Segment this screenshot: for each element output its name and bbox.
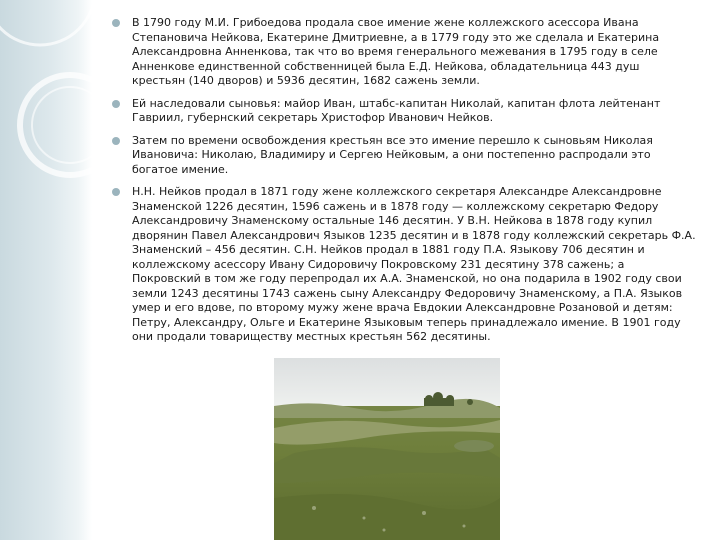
decorative-side-band — [0, 0, 92, 540]
arc-inner — [32, 87, 92, 163]
bullet-item-3 — [106, 134, 696, 178]
bullet-item-1 — [106, 16, 696, 89]
shrub — [454, 440, 494, 452]
decorative-circles — [0, 0, 92, 540]
arc-top — [0, 0, 92, 45]
paragraph-text: Ей наследовали сыновья: майор Иван, штабс-капитан Николай, капитан флота лейтенант Гавриил, губернский секретарь Христофор Иванович Нейков. — [132, 96, 661, 124]
paragraph-text: Н.Н. Нейков продал в 1871 году жене коллежского секретаря Александре Александровне Знаменской 1226 десятин, 1596 сажень и в 1878 году — коллежскому секретарю Федору Александровичу Знаменскому остальные 146 десятин. У В.Н. Нейкова в 1878 году купил дворянин Павел Александрович Языков 1235 десятин и в 1878 году коллежский секретарь Ф.А. Знаменский – 456 десятин. С.Н. Нейков продал в 1881 году П.А. Языкову 706 десятин и коллежскому асессору Ивану Сидоровичу Покровскому 231 десятину 378 сажень; а Покровский в том же году перепродал их А.А. Знаменской, но она подарила в 1902 году свои земли 1243 десятины 1743 сажень сыну Александру Федоровичу Знаменскому, а П.А. Языков умер и его вдове, по второму мужу жене врача Евдокии Александровне Розановой и детям: Петру, Александру, Ольге и Екатерине Языковым теперь принадлежало имение. В 1901 году они продали товариществу местных крестьян 562 десятины. — [132, 185, 696, 343]
sky — [274, 358, 500, 406]
bullet-item-2 — [106, 97, 696, 126]
bullet-marker — [112, 188, 120, 196]
bullet-item-4 — [106, 185, 696, 345]
paragraph-text: Затем по времени освобождения крестьян все это имение перешло к сыновьям Николая Ивановича: Николаю, Владимиру и Сергею Нейковым, а они постепенно распродали это богатое имение. — [132, 133, 653, 176]
slide-content — [106, 16, 696, 353]
bullet-marker — [112, 100, 120, 108]
landscape-photo — [274, 358, 500, 540]
bullet-marker — [112, 19, 120, 27]
bullet-marker — [112, 137, 120, 145]
paragraph-text: В 1790 году М.И. Грибоедова продала свое имение жене коллежского асессора Ивана Степановича Нейкова, Екатерине Дмитриевне, а в 1779 году это же сделала и Екатерина Александровна Анненкова, так что во время генерального межевания в 1795 году в селе Анненкове единственной собственницей была Е.Д. Нейкова, обладательница 443 душ крестьян (140 дворов) и 5936 десятин, 1682 сажень земли. — [132, 16, 660, 87]
